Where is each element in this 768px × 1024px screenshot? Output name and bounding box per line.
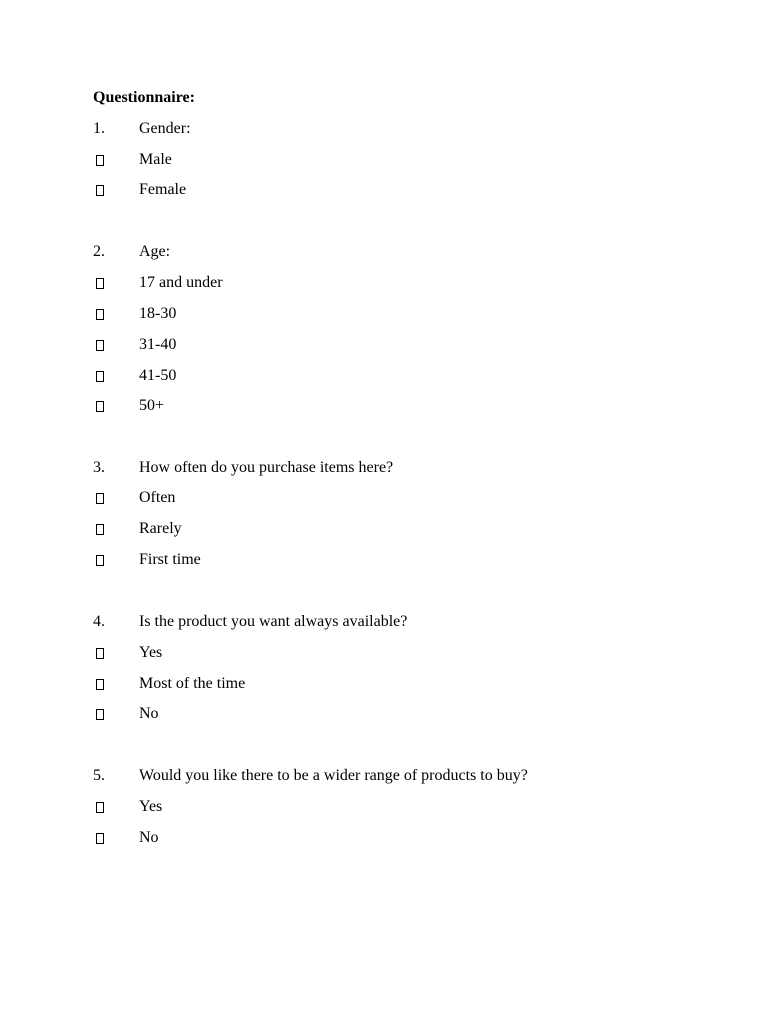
option-label: 41-50 bbox=[139, 367, 177, 384]
option-label: No bbox=[139, 705, 159, 722]
checkbox-icon[interactable] bbox=[96, 555, 104, 566]
checkbox-icon[interactable] bbox=[96, 401, 104, 412]
question-text: How often do you purchase items here? bbox=[139, 459, 394, 476]
checkbox-icon[interactable] bbox=[96, 833, 104, 844]
option-label: 50+ bbox=[139, 397, 165, 414]
checkbox-icon[interactable] bbox=[96, 524, 104, 535]
option-label: Yes bbox=[139, 798, 163, 815]
option-label: 17 and under bbox=[139, 274, 223, 291]
question-number: 2. bbox=[93, 243, 105, 260]
checkbox-icon[interactable] bbox=[96, 185, 104, 196]
checkbox-icon[interactable] bbox=[96, 493, 104, 504]
option-label: Most of the time bbox=[139, 675, 246, 692]
option-label: Female bbox=[139, 181, 187, 198]
checkbox-icon[interactable] bbox=[96, 648, 104, 659]
question-number: 4. bbox=[93, 613, 105, 630]
checkbox-icon[interactable] bbox=[96, 155, 104, 166]
checkbox-icon[interactable] bbox=[96, 709, 104, 720]
question-number: 3. bbox=[93, 459, 105, 476]
option-label: No bbox=[139, 829, 159, 846]
question-text: Age: bbox=[139, 243, 171, 260]
checkbox-icon[interactable] bbox=[96, 371, 104, 382]
option-label: 31-40 bbox=[139, 336, 177, 353]
question-number: 5. bbox=[93, 767, 105, 784]
option-label: Often bbox=[139, 489, 176, 506]
question-text: Is the product you want always available? bbox=[139, 613, 408, 630]
option-label: Rarely bbox=[139, 520, 182, 537]
question-text: Gender: bbox=[139, 120, 191, 137]
question-text: Would you like there to be a wider range of products to buy? bbox=[139, 767, 528, 784]
checkbox-icon[interactable] bbox=[96, 679, 104, 690]
checkbox-icon[interactable] bbox=[96, 278, 104, 289]
option-label: First time bbox=[139, 551, 201, 568]
checkbox-icon[interactable] bbox=[96, 340, 104, 351]
question-number: 1. bbox=[93, 120, 105, 137]
checkbox-icon[interactable] bbox=[96, 309, 104, 320]
option-label: Male bbox=[139, 151, 172, 168]
page-title: Questionnaire: bbox=[93, 89, 195, 106]
checkbox-icon[interactable] bbox=[96, 802, 104, 813]
option-label: Yes bbox=[139, 644, 163, 661]
option-label: 18-30 bbox=[139, 305, 177, 322]
